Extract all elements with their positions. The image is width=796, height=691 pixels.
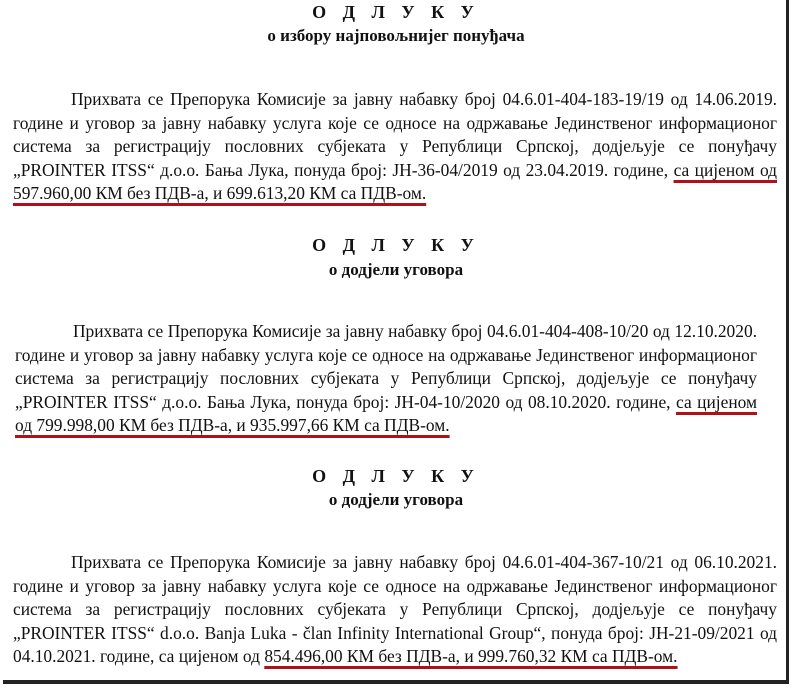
decision-paragraph-1 [13, 88, 777, 206]
decision-paragraph-3 [13, 551, 777, 669]
decision-paragraph-2 [15, 320, 757, 438]
decision-subtitle-3: о додјели уговора [328, 490, 464, 509]
paragraph-text: Прихвата се Препорука Комисије за јавну набавку број 04.6.01-404-367-10/21 од 06.10.2021. године и уговор за јавну набавку услуга које се односе на одржавање Јединственог информационог система за регистрацију пословних субјеката у Републици Српској, додјељује се понуђачу „PROINTER ITSS“ d.o.o. Banja Luka - član Infinity International Group“, понуда број: ЈН-21-09/2021 од 04.10.2021. године, са цијеном од [13, 552, 777, 666]
price-highlight: са цијеном од 597.960,00 КМ без ПДВ-а, и 699.613,20 КМ са ПДВ-ом. [13, 159, 778, 203]
decision-subtitle-2: о додјели уговора [328, 260, 464, 279]
paragraph-text: Прихвата се Препорука Комисије за јавну набавку број 04.6.01-404-183-19/19 од 14.06.2019. године и уговор за јавну набавку услуга које се односе на одржавање Јединственог информационог система за регистрацију пословних субјеката у Републици Српској, додјељује се понуђачу „PROINTER ITSS“ д.о.о. Бања Лука, понуда број: ЈН-36-04/2019 од 23.04.2019. године, [13, 89, 777, 180]
price-highlight: 854.496,00 КМ без ПДВ-а, и 999.760,32 КМ са ПДВ-ом. [264, 646, 678, 666]
decision-title-1: О Д Л У К У [312, 2, 480, 22]
decision-title-3: О Д Л У К У [312, 466, 480, 486]
decision-title-2: О Д Л У К У [312, 235, 480, 255]
price-highlight: са цијеном од 799.998,00 КМ без ПДВ-а, и 935.997,66 КМ са ПДВ-ом. [15, 391, 758, 435]
paragraph-text: Прихвата се Препорука Комисије за јавну набавку број 04.6.01-404-408-10/20 од 12.10.2020. године и уговор за јавну набавку услуга које се односе на одржавање Јединственог информационог система за регистрацију пословних субјеката у Републици Српској, додјељује се понуђачу „PROINTER ITSS“ д.о.о. Бања Лука, понуда број: ЈН-04-10/2020 од 08.10.2020. године, [15, 321, 757, 412]
decision-subtitle-1: о избору најповољнијег понуђача [267, 26, 525, 45]
document-page [3, 0, 789, 684]
